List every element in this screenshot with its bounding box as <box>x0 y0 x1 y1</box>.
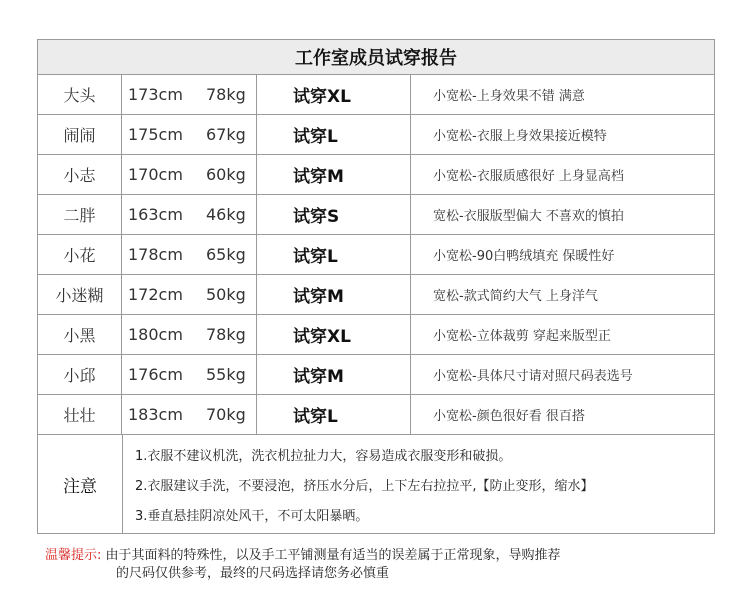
member-weight: 70kg <box>206 405 246 424</box>
table-row <box>38 75 714 115</box>
member-height: 170cm <box>128 165 183 184</box>
table-row <box>38 315 714 355</box>
member-weight: 67kg <box>206 125 246 144</box>
member-height: 183cm <box>128 405 183 424</box>
member-weight: 65kg <box>206 245 246 264</box>
notice-lines <box>123 435 714 533</box>
table-row <box>38 195 714 235</box>
tried-size: 试穿XL <box>257 315 411 354</box>
member-stats <box>122 315 257 354</box>
member-weight: 46kg <box>206 205 246 224</box>
member-height: 173cm <box>128 85 183 104</box>
notice-line-2: 2.衣服建议手洗，不要浸泡，挤压水分后，上下左右拉拉平,【防止变形，缩水】 <box>135 479 594 494</box>
member-name: 小迷糊 <box>38 275 122 314</box>
member-stats <box>122 115 257 154</box>
fit-report-table <box>37 39 715 534</box>
rows-container <box>38 75 714 435</box>
tried-size: 试穿M <box>257 275 411 314</box>
table-row <box>38 355 714 395</box>
table-row <box>38 115 714 155</box>
notice-line-1: 1.衣服不建议机洗，洗衣机拉扯力大，容易造成衣服变形和破损。 <box>135 449 512 464</box>
member-height: 172cm <box>128 285 183 304</box>
member-stats <box>122 355 257 394</box>
member-height: 163cm <box>128 205 183 224</box>
table-row <box>38 235 714 275</box>
member-name: 小黑 <box>38 315 122 354</box>
tried-size: 试穿M <box>257 155 411 194</box>
tip-line-2: 的尺码仅供参考，最终的尺码选择请您务必慎重 <box>116 566 390 581</box>
fit-comment: 小宽松-具体尺寸请对照尺码表选号 <box>433 369 633 384</box>
fit-comment: 宽松-衣服版型偏大 不喜欢的慎拍 <box>433 209 624 224</box>
member-name: 大头 <box>38 75 122 114</box>
member-stats <box>122 155 257 194</box>
notice-section <box>38 435 714 533</box>
tried-size: 试穿L <box>257 115 411 154</box>
member-stats <box>122 75 257 114</box>
fit-comment: 小宽松-颜色很好看 很百搭 <box>433 409 585 424</box>
member-height: 180cm <box>128 325 183 344</box>
tip-line-1 <box>45 547 561 565</box>
notice-label: 注意 <box>38 435 123 533</box>
member-name: 二胖 <box>38 195 122 234</box>
member-stats <box>122 275 257 314</box>
tried-size: 试穿XL <box>257 75 411 114</box>
member-name: 小邱 <box>38 355 122 394</box>
member-height: 175cm <box>128 125 183 144</box>
member-stats <box>122 195 257 234</box>
member-name: 小花 <box>38 235 122 274</box>
member-name: 闹闹 <box>38 115 122 154</box>
tried-size: 试穿L <box>257 395 411 434</box>
fit-comment: 宽松-款式简约大气 上身洋气 <box>433 289 598 304</box>
table-title: 工作室成员试穿报告 <box>38 40 714 75</box>
warm-tip <box>45 547 561 583</box>
tip-label: 温馨提示: <box>45 548 102 563</box>
fit-comment: 小宽松-衣服质感很好 上身显高档 <box>433 169 624 184</box>
member-weight: 78kg <box>206 85 246 104</box>
table-row <box>38 155 714 195</box>
tried-size: 试穿L <box>257 235 411 274</box>
notice-line-3: 3.垂直悬挂阴凉处风干，不可太阳暴晒。 <box>135 509 369 524</box>
member-name: 壮壮 <box>38 395 122 434</box>
table-row <box>38 395 714 435</box>
member-weight: 55kg <box>206 365 246 384</box>
tip-text-1: 由于其面料的特殊性，以及手工平铺测量有适当的误差属于正常现象，导购推荐 <box>105 548 561 563</box>
member-stats <box>122 235 257 274</box>
member-stats <box>122 395 257 434</box>
fit-comment: 小宽松-上身效果不错 满意 <box>433 89 585 104</box>
tried-size: 试穿M <box>257 355 411 394</box>
table-row <box>38 275 714 315</box>
member-height: 176cm <box>128 365 183 384</box>
member-weight: 60kg <box>206 165 246 184</box>
member-weight: 50kg <box>206 285 246 304</box>
tried-size: 试穿S <box>257 195 411 234</box>
member-name: 小志 <box>38 155 122 194</box>
member-height: 178cm <box>128 245 183 264</box>
fit-comment: 小宽松-90白鸭绒填充 保暖性好 <box>433 249 615 264</box>
member-weight: 78kg <box>206 325 246 344</box>
fit-comment: 小宽松-衣服上身效果接近模特 <box>433 129 607 144</box>
fit-comment: 小宽松-立体裁剪 穿起来版型正 <box>433 329 611 344</box>
